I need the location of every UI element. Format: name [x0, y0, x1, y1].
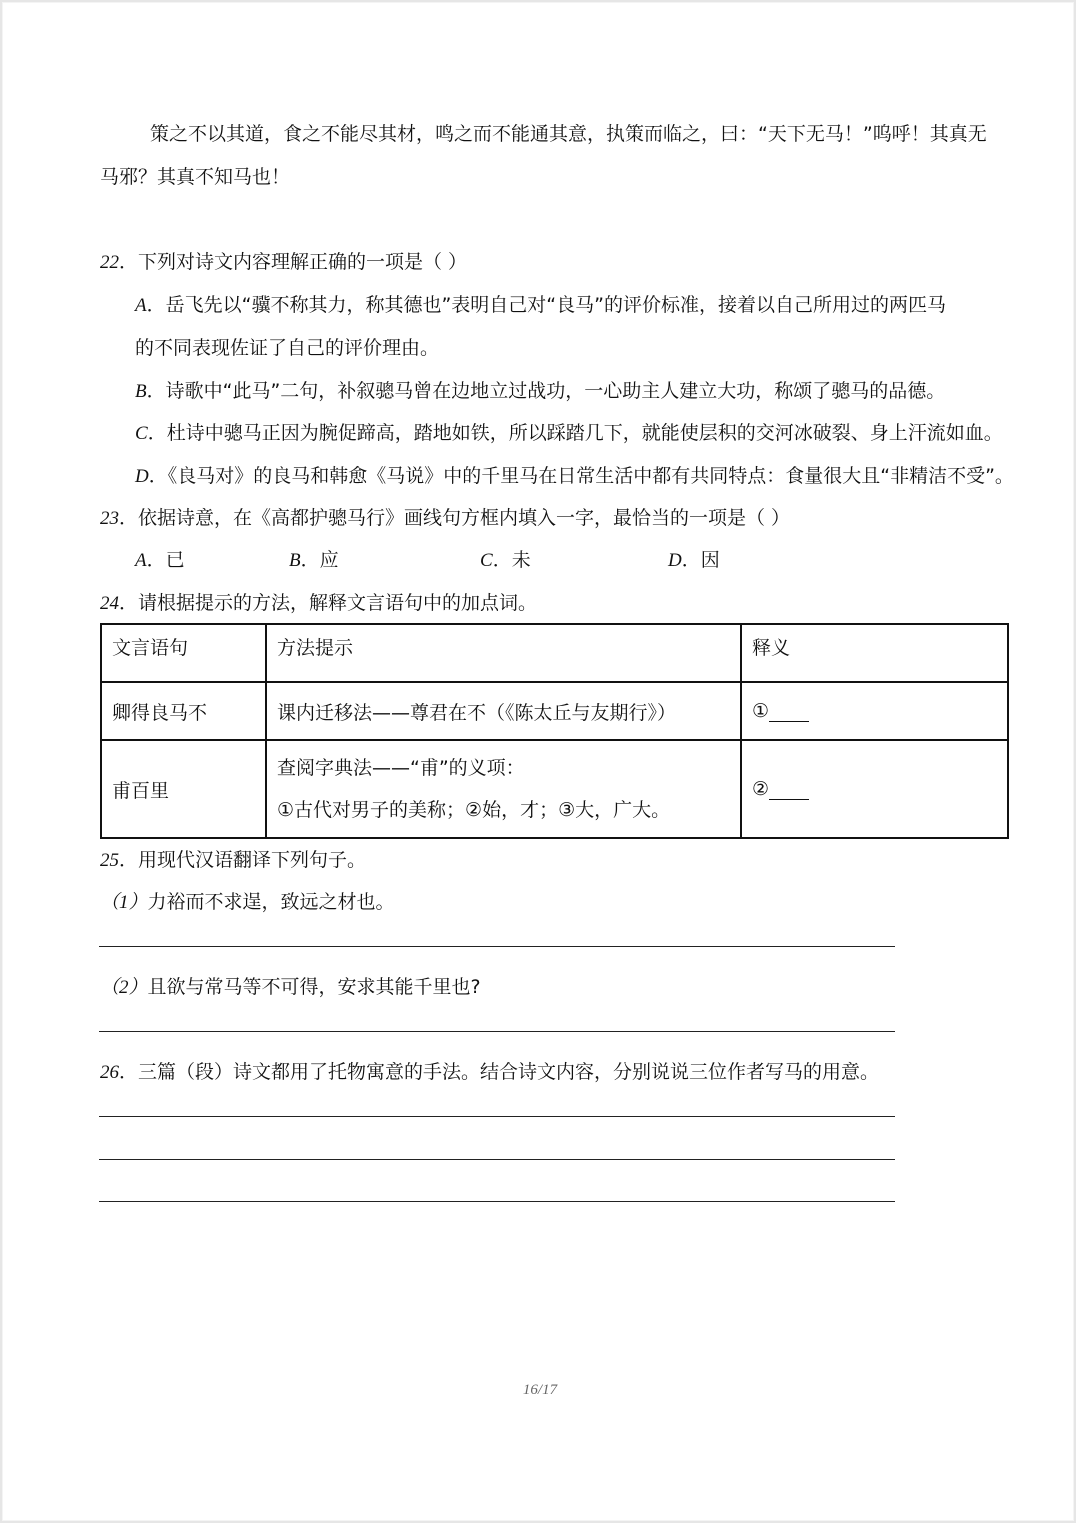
question-number: 26: [100, 1062, 119, 1083]
item-text: 且欲与常马等不可得，安求其能千里也?: [147, 976, 481, 998]
option-text: ．未: [492, 549, 531, 571]
table-header-cell: 释义: [741, 624, 1008, 682]
answer-line[interactable]: [99, 1159, 895, 1160]
method-line: 查阅字典法——“甫”的义项：: [277, 757, 525, 779]
item-text: 力裕而不求逞，致远之材也。: [147, 891, 395, 913]
option-label: B: [135, 381, 147, 402]
question-number: 25: [100, 850, 119, 871]
q22-option-a-cont: 的不同表现佐证了自己的评价理由。: [135, 337, 440, 359]
option-text: ．已: [146, 549, 185, 571]
page-number: 16/17: [522, 1382, 558, 1398]
item-number: （1）: [100, 892, 148, 913]
option-label: A: [135, 295, 147, 316]
sentence-cell: 甫百里: [101, 740, 266, 838]
q23-option-a: [135, 548, 185, 573]
option-text: ．岳飞先以“骥不称其力，称其德也”表明自己对“良马”的评价标准，接着以自己所用过的两匹马: [146, 294, 946, 316]
question-24: [100, 591, 537, 616]
answer-mark: ①: [752, 700, 770, 722]
answer-blank[interactable]: [769, 703, 809, 722]
q23-option-b: [289, 548, 339, 573]
method-cell: [266, 740, 741, 838]
option-text: ．杜诗中骢马正因为腕促蹄高，踏地如铁，所以踩踏几下，就能使层积的交河冰破裂、身上汗流如血。: [147, 422, 1003, 444]
question-23: [100, 506, 790, 531]
question-stem: ．请根据提示的方法，解释文言语句中的加点词。: [119, 592, 538, 614]
question-stem: ．用现代汉语翻译下列句子。: [119, 849, 367, 871]
method-cell: 课内迁移法——尊君在不（《陈太丘与友期行》）: [266, 682, 741, 740]
question-stem: ．依据诗意，在《高都护骢马行》画线句方框内填入一字，最恰当的一项是（ ）: [119, 507, 791, 529]
question-number: 24: [100, 593, 119, 614]
q22-option-a: [135, 293, 946, 318]
item-number: （2）: [100, 977, 148, 998]
sentence-cell: 卿得良马不: [101, 682, 266, 740]
q22-option-d: [135, 464, 1014, 489]
answer-cell[interactable]: [741, 682, 1008, 740]
q22-option-b: [135, 379, 945, 404]
question-25: [100, 848, 366, 873]
answer-mark: ②: [752, 778, 770, 800]
question-stem: ．三篇（段）诗文都用了托物寓意的手法。结合诗文内容，分别说说三位作者写马的用意。: [119, 1061, 880, 1083]
q25-item-1: [100, 890, 395, 915]
question-26: [100, 1060, 879, 1085]
option-label: A: [135, 550, 147, 571]
question-number: 22: [100, 252, 119, 273]
passage-line-2: 马邪？其真不知马也！: [100, 166, 291, 188]
table-row: [101, 740, 1008, 838]
option-text: ．应: [300, 549, 339, 571]
question-22: [100, 250, 467, 275]
table-header-row: [101, 624, 1008, 682]
option-text: ．《良马对》的良马和韩愈《马说》中的千里马在日常生活中都有共同特点：食量很大且“非精洁不受”。: [148, 465, 1014, 487]
answer-line[interactable]: [99, 946, 895, 947]
option-label: C: [135, 423, 148, 444]
table-header-cell: 文言语句: [101, 624, 266, 682]
answer-cell[interactable]: [741, 740, 1008, 838]
q23-option-d: [668, 548, 720, 573]
option-text: ．诗歌中“此马”二句，补叙骢马曾在边地立过战功，一心助主人建立大功，称颂了骢马的品德。: [146, 380, 946, 402]
q23-option-c: [480, 548, 531, 573]
option-label: D: [668, 550, 682, 571]
option-label: C: [480, 550, 493, 571]
answer-line[interactable]: [99, 1201, 895, 1202]
question-stem: ．下列对诗文内容理解正确的一项是（ ）: [119, 251, 468, 273]
question-number: 23: [100, 508, 119, 529]
answer-line[interactable]: [99, 1116, 895, 1117]
option-label: D: [135, 466, 149, 487]
passage-line-1: 策之不以其道，食之不能尽其材，鸣之而不能通其意，执策而临之，曰：“天下无马！”呜呼！其真无: [150, 123, 987, 145]
vocabulary-table: [100, 623, 1009, 839]
option-label: B: [289, 550, 301, 571]
answer-blank[interactable]: [769, 781, 809, 800]
q22-option-c: [135, 421, 1003, 446]
q25-item-2: [100, 975, 481, 1000]
option-text: ．因: [681, 549, 720, 571]
table-header-cell: 方法提示: [266, 624, 741, 682]
method-line: ①古代对男子的美称；②始，才；③大，广大。: [277, 799, 671, 821]
answer-line[interactable]: [99, 1031, 895, 1032]
table-row: [101, 682, 1008, 740]
